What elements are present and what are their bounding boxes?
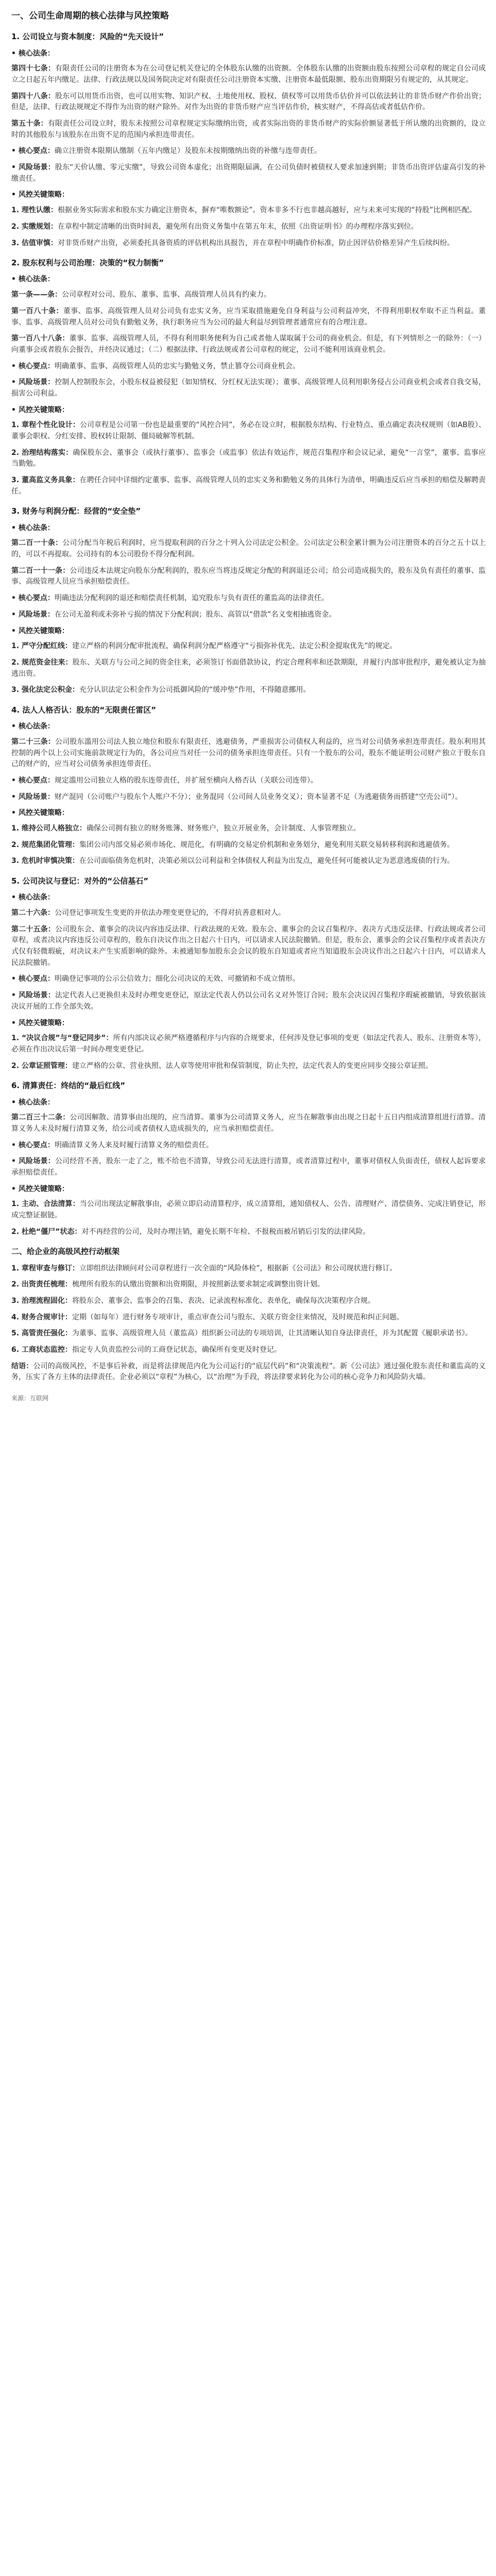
paragraph-text: 为董事、监事、高级管理人员（董监高）组织新公司法的专项培训，让其清晰认知自身法律责任，并为其配置《履职承诺书》。 xyxy=(72,1329,472,1338)
paragraph xyxy=(11,1312,486,1324)
paragraph-text: 公司章程对公司、股东、董事、监事、高级管理人员具有约束力。 xyxy=(62,291,271,299)
paragraph-label: • 风险场景： xyxy=(11,792,55,801)
paragraph xyxy=(11,924,486,969)
section-heading: 4. 法人人格否认：股东的“无限责任雷区” xyxy=(11,705,157,715)
paragraph-text: 充分认识法定公积金作为公司抵御风险的“缓冲垫”作用，不得随意挪用。 xyxy=(79,686,311,694)
paragraph-text: 将股东会、董事会、监事会的召集、表决、记录流程标准化、表单化，确保每次决策程序合规。 xyxy=(72,1297,375,1306)
paragraph-text: 根据业务实际需求和股东实力确定注册资本，摒弃“唯数额论”。资本非多不行也非越高越好，应与未来可实现的“持股”比例相匹配。 xyxy=(57,206,476,215)
paragraph-label: 1. “决议合规”与“登记同步”： xyxy=(11,1034,113,1043)
paragraph-label: 第四十七条： xyxy=(11,64,56,73)
paragraph-label: 3. 估值审慎： xyxy=(11,239,58,247)
paragraph-label: 第二十三条： xyxy=(11,737,56,746)
paragraph xyxy=(11,737,486,770)
document-content xyxy=(11,31,486,1383)
section-heading: 5. 公司决议与登记：对外的“公信基石” xyxy=(11,876,149,886)
paragraph xyxy=(11,840,486,851)
paragraph-label: • 核心要点： xyxy=(11,1141,55,1149)
subsection-label: • 核心法条： xyxy=(11,49,55,58)
paragraph-label: • 风险场景： xyxy=(11,991,55,1000)
paragraph xyxy=(11,974,486,985)
paragraph xyxy=(11,1345,486,1356)
paragraph-label: 2. 规范资金往来： xyxy=(11,658,73,667)
paragraph-label: 3. 危机时审慎决策： xyxy=(11,857,79,866)
subsection-label: • 风控关键策略： xyxy=(11,626,69,635)
page-title: 一、公司生命周期的核心法律与风控策略 xyxy=(11,11,169,21)
paragraph-text: 公司股东会、董事会的决议内容违反法律、行政法规的无效。股东会、董事会的会议召集程序、表决方式违反法律、行政法规或者公司章程，或者决议内容违反公司章程的，股东自决议作出之日起六十日内，可以请求人民法院撤销。但是，股东会、董事会的会议召集程序或者表决方式仅有轻微瑕疵，对决议未产生实质影响的除外。未被通知参加股东会会议的股东自知道或者应当知道股东会决议作出之日起六十日内，可以请求人民法院撤销。 xyxy=(11,925,486,967)
paragraph-label: • 核心要点： xyxy=(11,975,55,984)
subsection-label: • 风控关键策略： xyxy=(11,191,69,199)
paragraph xyxy=(11,566,486,588)
paragraph-label: 第五十条： xyxy=(11,120,48,128)
paragraph-text: 确保股东会、董事会（或执行董事）、监事会（或监事）依法有效运作，规范召集程序和会议记录，避免“一言堂”，董事、监事应当勤勉。 xyxy=(11,448,486,468)
paragraph xyxy=(11,775,486,787)
paragraph-text: 在章程中制定清晰的出资时间表，避免所有出资义务集中在第五年末，依照《出资证明书》的办理程序落实到位。 xyxy=(57,222,418,231)
paragraph-label: 1. 章程审查与修订： xyxy=(11,1264,79,1273)
paragraph xyxy=(11,1061,486,1072)
paragraph-text: 有限责任公司的注册资本为在公司登记机关登记的全体股东认缴的出资额。全体股东认缴的出资额由股东按照公司章程的规定自公司成立之日起五年内缴足。法律、行政法规以及国务院决定对有限责任公司注册资本实缴、注册资本最低限额、股东出资期限另有规定的，从其规定。 xyxy=(11,64,486,84)
paragraph-text: 有限责任公司设立时，股东未按照公司章程规定实际缴纳出资，或者实际出资的非货币财产的实际价额显著低于所认缴的出资额的，设立时的其他股东与该股东在出资不足的范围内承担连带责任。 xyxy=(11,120,486,139)
paragraph-label: • 风险场景： xyxy=(11,610,55,619)
section-heading: 1. 公司设立与资本制度：风险的“先天设计” xyxy=(11,32,164,42)
paragraph xyxy=(11,306,486,328)
paragraph-label: 1. 严守分配红线： xyxy=(11,642,72,651)
paragraph-label: 第四十八条： xyxy=(11,92,56,100)
paragraph-text: 财产混同（公司账户与股东个人账户不分）；业务混同（公司间人员业务交叉）；资本显著不足（为逃避债务而搭建“空壳公司”）。 xyxy=(54,792,463,801)
paragraph xyxy=(11,609,486,621)
paragraph-label: 1. 维持公司人格独立： xyxy=(11,824,87,833)
paragraph-text: 梳理所有股东的认缴出资额和出资期限，并按照新法要求制定或调整出资计划。 xyxy=(72,1280,324,1289)
paragraph xyxy=(11,1112,486,1134)
paragraph xyxy=(11,1296,486,1307)
paragraph xyxy=(11,238,486,249)
paragraph-label: 1. 主动、合法清算： xyxy=(11,1200,80,1209)
paragraph-label: 2. 治理结构落实： xyxy=(11,448,73,457)
paragraph-label: 2. 出资责任梳理： xyxy=(11,1280,72,1289)
paragraph-text: 规定滥用公司独立人格的股东连带责任，并扩展至横向人格否认（关联公司连带）。 xyxy=(54,776,318,785)
paragraph-label: • 核心要点： xyxy=(11,776,55,785)
paragraph xyxy=(11,475,486,497)
paragraph-label: 2. 实缴规划： xyxy=(11,222,58,231)
paragraph xyxy=(11,290,486,301)
paragraph-label: 第二十六条： xyxy=(11,909,55,918)
paragraph-label: • 核心要点： xyxy=(11,594,55,603)
paragraph-label: 第二百一十一条： xyxy=(11,566,70,575)
paragraph-label: 2. 规范集团化管理： xyxy=(11,840,79,849)
paragraph xyxy=(11,1328,486,1340)
paragraph-label: 第一百八十条： xyxy=(11,307,63,315)
paragraph-text: 建立严格的利润分配审批流程，确保利润分配严格遵守“亏损弥补优先、法定公积金提取优先”的规定。 xyxy=(72,642,397,651)
paragraph-text: 明确登记事项的公示公信效力；细化公司决议的无效、可撤销和不成立情形。 xyxy=(54,975,300,984)
paragraph-text: 公司分配当年税后利润时，应当提取利润的百分之十列入公司法定公积金。公司法定公积金累计额为公司注册资本的百分之五十以上的，可以不再提取。公司持有的本公司股份不得分配利润。 xyxy=(11,539,486,559)
paragraph-text: 在公司面临债务危机时，决策必须以公司利益和全体债权人利益为出发点，避免任何可能被认定为恶意逃废债的行为。 xyxy=(79,857,454,866)
paragraph-label: 2. 杜绝“僵尸”状态： xyxy=(11,1227,82,1236)
paragraph xyxy=(11,1140,486,1151)
paragraph xyxy=(11,792,486,803)
paragraph xyxy=(11,205,486,216)
paragraph-label: 第二十五条： xyxy=(11,925,56,934)
paragraph-text: 确立注册资本限期认缴制（五年内缴足）及股东未按期缴纳出资的补缴与连带责任。 xyxy=(54,147,321,156)
paragraph-label: • 核心要点： xyxy=(11,147,55,156)
paragraph-text: 董事、监事、高级管理人员对公司负有忠实义务，应当采取措施避免自身利益与公司利益冲突，不得利用职权牟取不正当利益。董事、监事、高级管理人员对公司负有勤勉义务，执行职务应当为公司的最大利益尽到管理者通常应有的合理注意。 xyxy=(11,307,486,327)
paragraph-text: 集团公司内部交易必须市场化、规范化，有明确的交易定价机制和业务划分，避免利用关联交易转移利润和逃避债务。 xyxy=(79,840,454,849)
subsection-label: • 核心法条： xyxy=(11,523,55,532)
paragraph-text: 公司经营不善，股东一走了之，账不给也不清算，导致公司无法进行清算，或者清算过程中，董事对债权人负面责任，债权人起诉要求承担赔偿责任。 xyxy=(11,1157,486,1177)
subsection-label: • 核心法条： xyxy=(11,275,55,284)
subsection-label: • 核心法条： xyxy=(11,1098,55,1107)
paragraph-text: 公司登记事项发生变更的并依法办理变更登记的，不得对抗善意相对人。 xyxy=(55,909,285,918)
paragraph-label: 3. 治理流程固化： xyxy=(11,1297,72,1306)
paragraph xyxy=(11,1263,486,1275)
paragraph-text: 公司违反本法规定向股东分配利润的，股东应当将违反规定分配的利润退还公司；给公司造成损失的，股东及负有责任的董事、监事、高级管理人员应当承担赔偿责任。 xyxy=(11,566,486,586)
paragraph xyxy=(11,593,486,604)
paragraph xyxy=(11,538,486,560)
paragraph-label: 结语： xyxy=(11,1362,33,1370)
paragraph-text: 在公司无盈利或未弥补亏损的情况下分配利润；股东、高管以“借款”名义变相抽逃资金。 xyxy=(54,610,336,619)
paragraph-text: 股东“天价认缴、零元实缴”，导致公司资本虚化；出资期限届满，在公司负债时被债权人要求加速到期；非货币出资评估虚高引发的补缴责任。 xyxy=(11,163,486,183)
paragraph-text: 公司章程是公司第一份也是最重要的“风控合同”，务必在设立时，根据股东结构、行业特点、重点确定表决权规则（如AB股）、董事会职权、分红安排、股权转让限制、僵局破解等机制。 xyxy=(11,421,486,441)
paragraph xyxy=(11,1199,486,1221)
paragraph-text: 控制人控制股东会，小股东权益被侵犯（如知情权、分红权无法实现）；董事、高级管理人员利用职务侵占公司商业机会或者自我交易，损害公司利益。 xyxy=(11,378,486,398)
paragraph xyxy=(11,118,486,141)
section-heading: 3. 财务与利润分配：经营的“安全垫” xyxy=(11,506,141,516)
paragraph xyxy=(11,1361,486,1383)
paragraph xyxy=(11,361,486,372)
paragraph xyxy=(11,63,486,86)
paragraph-text: 确保公司拥有独立的财务账簿、财务账户，独立开展业务，会计制度、人事管理独立。 xyxy=(86,824,361,833)
paragraph-text: 对非货币财产出资，必须委托具备资质的评估机构出具报告，并在章程中明确作价标准，防止因评估价格差异产生后续纠纷。 xyxy=(57,239,454,247)
paragraph xyxy=(11,91,486,113)
paragraph xyxy=(11,162,486,184)
paragraph-text: 明确董事、监事、高级管理人员的忠实与勤勉义务，禁止篡夺公司商业机会。 xyxy=(54,362,300,370)
subsection-label: • 风控关键策略： xyxy=(11,1019,69,1027)
subsection-label: • 风控关键策略： xyxy=(11,809,69,818)
paragraph-label: • 风险场景： xyxy=(11,1157,55,1166)
paragraph-label: 4. 财务合规审计： xyxy=(11,1313,72,1321)
subsection-label: • 核心法条： xyxy=(11,893,55,902)
paragraph xyxy=(11,420,486,442)
paragraph xyxy=(11,448,486,470)
paragraph-label: 2. 公章证照管理： xyxy=(11,1061,72,1070)
paragraph xyxy=(11,990,486,1012)
paragraph-label: 1. 理性认缴： xyxy=(11,206,58,215)
source-note: 来源：互联网 xyxy=(11,1395,49,1402)
paragraph-label: • 风险场景： xyxy=(11,378,55,387)
paragraph-label: • 风险场景： xyxy=(11,163,55,172)
paragraph xyxy=(11,685,486,696)
paragraph-label: 1. 章程个性化设计： xyxy=(11,421,80,430)
paragraph-label: 3. 强化法定公积金： xyxy=(11,686,79,694)
paragraph-label: 5. 高管责任强化： xyxy=(11,1329,72,1338)
paragraph-text: 法定代表人已更换但未及时办理变更登记，原法定代表人仍以公司名义对外签订合同；股东会决议因召集程序瑕疵被撤销，导致依据该决议开展的工作全部失效。 xyxy=(11,991,486,1011)
paragraph xyxy=(11,1156,486,1178)
paragraph-text: 股东可以用货币出资，也可以用实物、知识产权、土地使用权、股权、债权等可以用货币估价并可以依法转让的非货币财产作价出资；但是，法律、行政法规规定不得作为出资的财产除外。对作为出资的非货币财产应当评估作价，核实财产，不得高估或者低估作价。 xyxy=(11,92,486,112)
paragraph-text: 对不再经营的公司，及时办理注销，避免长期不年检、不报税而被吊销后引发的法律风险。 xyxy=(81,1227,370,1236)
paragraph-text: 在聘任合同中详细约定董事、监事、高级管理人员的忠实义务和勤勉义务的具体行为清单，明确违反后应当承担的赔偿及解聘责任。 xyxy=(11,476,486,496)
subsection-label: • 风控关键策略： xyxy=(11,1184,69,1193)
paragraph-label: 第一条——条： xyxy=(11,291,62,299)
paragraph xyxy=(11,333,486,355)
paragraph-text: 明确违法分配利润的退还和赔偿责任机制，追究股东与负有责任的董监高的法律责任。 xyxy=(54,594,329,603)
paragraph-text: 立即组织法律顾问对公司章程进行一次全面的“风险体检”，根据新《公司法》和公司现状进行修订。 xyxy=(79,1264,397,1273)
paragraph-label: 3. 董高监义务具象： xyxy=(11,476,80,485)
paragraph-text: 所有内部决议必须严格遵循程序与内容的合规要求，任何涉及登记事项的变更（如法定代表人、股东、注册资本等），必须在作出决议后第一时间办理变更登记。 xyxy=(11,1034,486,1054)
paragraph-label: 6. 工商状态监控： xyxy=(11,1346,72,1354)
paragraph xyxy=(11,1227,486,1238)
section-heading: 6. 清算责任：终结的“最后红线” xyxy=(11,1081,126,1091)
paragraph-text: 董事、监事、高级管理人员，不得有利用职务便利为自己或者他人谋取属于公司的商业机会。但是，有下列情形之一的除外：（一）向董事会或者股东会报告，并经决议通过；（二）根据法律、行政法规或者公司章程的规定，公司不能利用该商业机会。 xyxy=(11,334,486,354)
paragraph xyxy=(11,1033,486,1055)
paragraph-text: 明确清算义务人来及时履行清算义务的赔偿责任。 xyxy=(54,1141,213,1149)
paragraph-text: 公司的高级风控，不是事后补救，而是将法律规范内化为公司运行的“底层代码”和“决策流程”。新《公司法》通过强化股东责任和董监高的义务，压实了各方主体的法律责任。企业必须以“章程”为核心，以“治理”为手段，将法律要求转化为公司的核心竞争力和风险防火墙。 xyxy=(11,1362,486,1382)
paragraph xyxy=(11,377,486,399)
paragraph xyxy=(11,641,486,652)
paragraph-label: 第一百八十八条： xyxy=(11,334,70,343)
subsection-label: • 风控关键策略： xyxy=(11,405,69,414)
paragraph-text: 指定专人负责监控公司的工商登记状态，确保所有变更及时登记。 xyxy=(72,1346,281,1354)
paragraph xyxy=(11,222,486,233)
paragraph-label: 第二百三十二条： xyxy=(11,1113,70,1122)
paragraph-text: 股东、关联方与公司之间的资金往来，必须签订书面借款协议，约定合理利率和还款期限，并履行内部审批程序，避免被认定为抽逃出资。 xyxy=(11,658,486,678)
paragraph-text: 公司股东滥用公司法人独立地位和股东有限责任，逃避债务，严重损害公司债权人利益的，应当对公司债务承担连带责任。股东利用其控制的两个以上公司实施前款规定行为的，各公司应当对任一公司的债务承担连带责任。只有一个股东的公司，股东不能证明公司财产独立于股东自己的财产的，应当对公司债务承担连带责任。 xyxy=(11,737,486,769)
paragraph-label: • 核心要点： xyxy=(11,362,55,370)
paragraph xyxy=(11,856,486,867)
paragraph-text: 当公司出现法定解散事由，必须立即启动清算程序，成立清算组，通知债权人、公告、清理财产、清偿债务、完成注销登记，形成完整证据链。 xyxy=(11,1200,486,1220)
section-heading: 二、给企业的高级风控行动框架 xyxy=(11,1247,120,1257)
subsection-label: • 核心法条： xyxy=(11,722,55,731)
paragraph-text: 公司因解散、清算事由出现的，应当清算。董事为公司清算义务人，应当在解散事由出现之日起十五日内组成清算组进行清算。清算义务人未及时履行清算义务，给公司或者债权人造成损失的，应当承担赔偿责任。 xyxy=(11,1113,486,1133)
section-heading: 2. 股东权利与公司治理：决策的“权力制衡” xyxy=(11,258,164,268)
paragraph xyxy=(11,146,486,157)
paragraph-label: 第二百一十条： xyxy=(11,539,63,548)
paragraph-text: 建立严格的公章、营业执照、法人章等使用审批和保管制度，防止失控，法定代表人的变更应同步交接公章证照。 xyxy=(72,1061,433,1070)
paragraph-text: 定期（如每年）进行财务专项审计，重点审查公司与股东、关联方资金往来情况，及时规范和纠正问题。 xyxy=(72,1313,404,1321)
paragraph xyxy=(11,908,486,919)
paragraph xyxy=(11,657,486,680)
paragraph xyxy=(11,1279,486,1291)
paragraph xyxy=(11,823,486,835)
